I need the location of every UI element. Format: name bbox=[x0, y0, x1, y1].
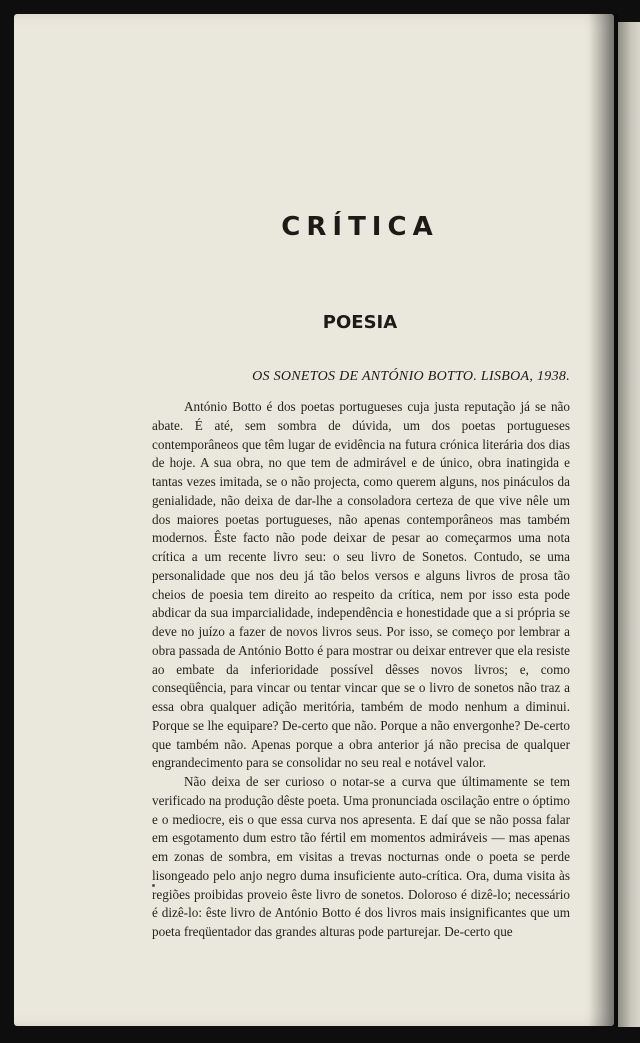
gutter-shadow bbox=[588, 14, 618, 1026]
article-body bbox=[152, 398, 570, 942]
subsection-title: POESIA bbox=[322, 312, 398, 333]
paragraph: António Botto é dos poetas portugueses cuja justa reputação já se não abate. É até, sem sombra de dúvida, um dos poetas portugueses contemporâneos que têm lugar de evidência na futura crónica literária dos dias de hoje. A sua obra, no que tem de admirável e de único, obra inatingida e tantas vezes imitada, se o não projecta, como querem alguns, nos pináculos da genialidade, não deixa de dar-lhe a consoladora certeza de que vive nêle um dos maiores poetas portugueses, não apenas contemporâneos mas também modernos. Êste facto não pode deixar de pesar ao começarmos uma nota crítica a um recente livro seu: o seu livro de Sonetos. Contudo, se uma personalidade que nos deu já tão belos versos e alguns livros de prosa tão cheios de poesia tem direito ao respeito da crítica, nem por isso esta pode abdicar da sua imparcialidade, independência e honestidade que a si própria se deve no juízo a fazer de novos livros seus. Por isso, se começo por lembrar a obra passada de António Botto é para mostrar ou deixar entrever que ela resiste ao embate da inferioridade possível dêsses novos livros; e, como conseqüência, para vincar ou tentar vincar que se o livro de sonetos não traz a essa obra qualquer adição meritória, também de modo nenhum a diminui. Porque se lhe equipare? De-certo que não. Porque a não envergonhe? De-certo que também não. Apenas porque a obra anterior já não precisa de qualquer engrandecimento para se consolidar no seu real e notável valor. bbox=[152, 399, 570, 771]
work-reference: OS SONETOS DE ANTÓNIO BOTTO. LISBOA, 1938. bbox=[252, 369, 570, 384]
section-title: CRÍTICA bbox=[281, 212, 439, 242]
paragraph: Não deixa de ser curioso o notar-se a curva que últimamente se tem verificado na produção dêste poeta. Uma pronunciada oscilação entre o óptimo e o mediocre, eis o que essa curva nos apresenta. E daí que se não possa falar em esgotamento dum estro tão fértil em momentos admiráveis — mas apenas em zonas de sombra, em visitas a trevas nocturnas onde o poeta se perde lisongeado pelo anjo negro duma insuficiente auto-crítica. Ora, duma visita às regiões proibidas proveio êste livro de sonetos. Doloroso é dizê-lo; necessário é dizê-lo: êste livro de António Botto é dos livros mais insignificantes que um poeta freqüentador das grandes alturas pode parturejar. De-certo que bbox=[152, 774, 570, 939]
page-speck bbox=[152, 884, 155, 887]
facing-page-edge bbox=[618, 22, 640, 1027]
